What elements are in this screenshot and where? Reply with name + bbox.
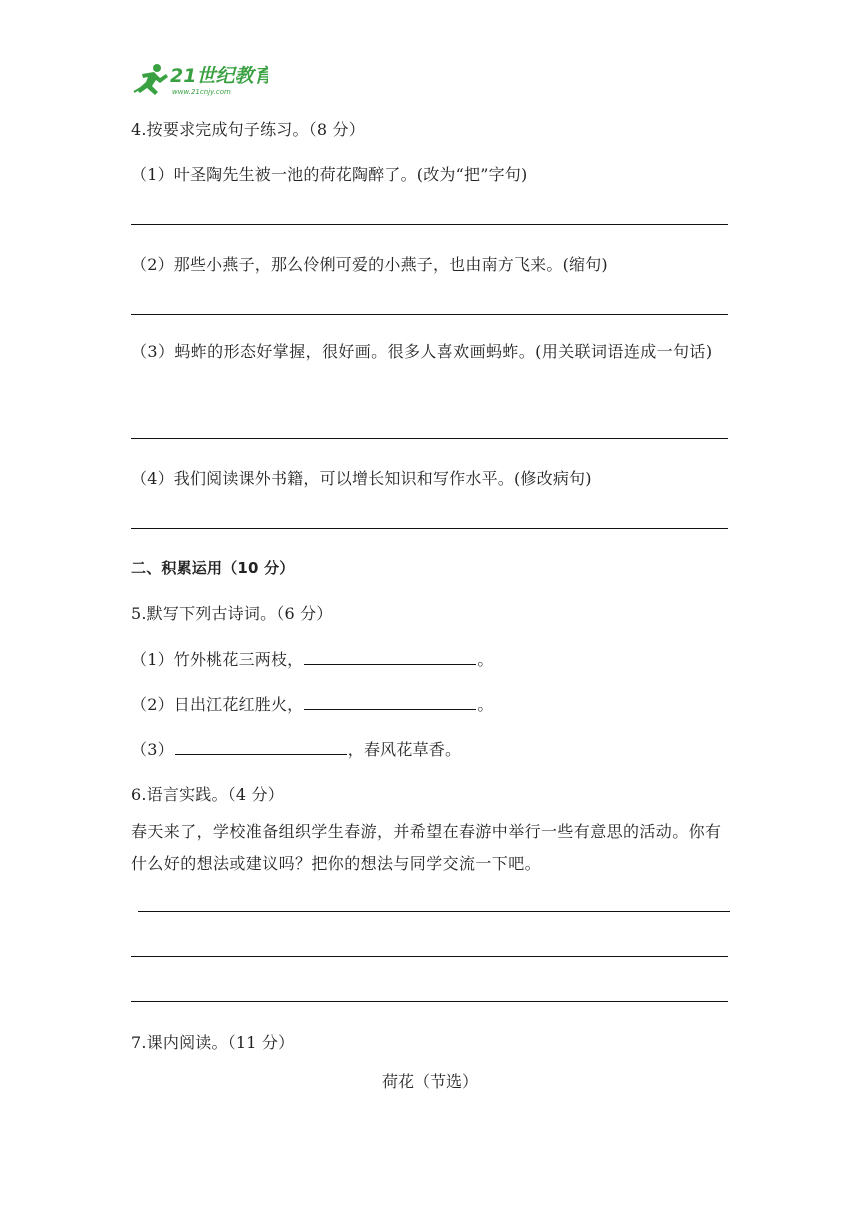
passage-title: 荷花（节选） xyxy=(381,1072,478,1091)
poem-line-1-prefix: （1）竹外桃花三两枝， xyxy=(131,650,304,669)
answer-line[interactable] xyxy=(138,911,730,912)
q7-title: 7.课内阅读。（11 分） xyxy=(131,1033,295,1052)
poem-line-2 xyxy=(131,692,494,715)
q6-title: 6.语言实践。（4 分） xyxy=(131,785,284,804)
q4-item-2: （2）那些小燕子，那么伶俐可爱的小燕子，也由南方飞来。(缩句) xyxy=(131,255,608,274)
runner-logo-icon xyxy=(128,60,268,98)
site-logo xyxy=(128,60,268,98)
section-title: 二、积累运用（10 分） xyxy=(131,559,295,577)
fill-blank[interactable] xyxy=(304,695,476,710)
poem-line-3-suffix: ，春风花草香。 xyxy=(347,740,462,759)
answer-line[interactable] xyxy=(131,956,728,957)
q4-title: 4.按要求完成句子练习。（8 分） xyxy=(131,120,365,139)
answer-line[interactable] xyxy=(131,224,728,225)
poem-line-2-prefix: （2）日出江花红胜火， xyxy=(131,695,304,714)
logo-text: 21世纪教育 xyxy=(170,65,268,87)
poem-line-1 xyxy=(131,647,494,670)
poem-line-3-prefix: （3） xyxy=(131,740,174,759)
q6-prompt: 春天来了，学校准备组织学生春游，并希望在春游中举行一些有意思的活动。你有什么好的想法或建议吗？把你的想法与同学交流一下吧。 xyxy=(131,822,722,873)
answer-line[interactable] xyxy=(131,1001,728,1002)
fill-blank[interactable] xyxy=(304,650,476,665)
fill-blank[interactable] xyxy=(175,740,347,755)
q4-item-4: （4）我们阅读课外书籍，可以增长知识和写作水平。(修改病句) xyxy=(131,469,592,488)
poem-line-3 xyxy=(131,737,461,760)
answer-line[interactable] xyxy=(131,438,728,439)
q4-item-3: （3）蚂蚱的形态好掌握，很好画。很多人喜欢画蚂蚱。(用关联词语连成一句话) xyxy=(131,342,713,361)
poem-line-2-suffix: 。 xyxy=(477,695,494,714)
q4-item-1: （1）叶圣陶先生被一池的荷花陶醉了。(改为“把”字句) xyxy=(131,165,528,184)
poem-line-1-suffix: 。 xyxy=(477,650,494,669)
q5-title: 5.默写下列古诗词。（6 分） xyxy=(131,604,333,623)
answer-line[interactable] xyxy=(131,314,728,315)
answer-line[interactable] xyxy=(131,528,728,529)
logo-url: www.21cnjy.com xyxy=(172,88,231,96)
